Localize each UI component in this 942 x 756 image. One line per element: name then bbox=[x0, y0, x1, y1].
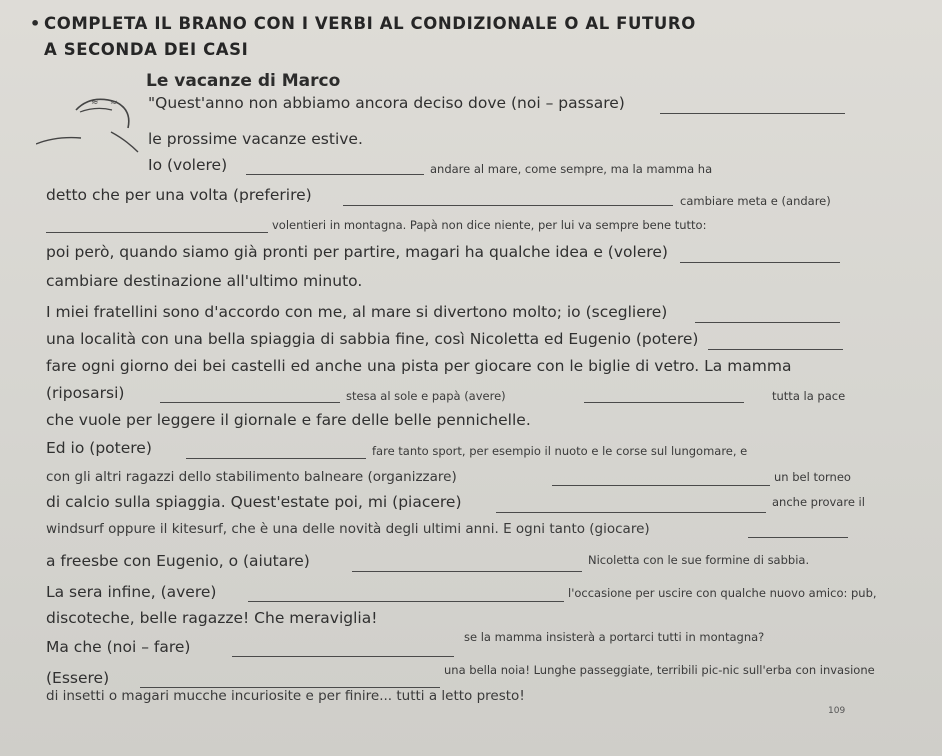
answer-blank-avere-2[interactable] bbox=[248, 601, 564, 602]
text-line: una bella noia! Lunghe passeggiate, terribili pic-nic sull'erba con invasione bbox=[444, 663, 875, 677]
text-line: un bel torneo bbox=[774, 470, 851, 484]
text-line: Ed io (potere) bbox=[46, 439, 152, 457]
text-line: volentieri in montagna. Papà non dice niente, per lui va sempre bene tutto: bbox=[272, 218, 707, 232]
text-line: detto che per una volta (preferire) bbox=[46, 186, 312, 204]
text-line: cambiare destinazione all'ultimo minuto. bbox=[46, 272, 363, 290]
svg-text:≈: ≈ bbox=[91, 98, 99, 108]
text-line: a freesbe con Eugenio, o (aiutare) bbox=[46, 552, 310, 570]
text-line: che vuole per leggere il giornale e fare delle belle pennichelle. bbox=[46, 411, 531, 429]
text-line: Io (volere) bbox=[148, 156, 228, 174]
text-line: le prossime vacanze estive. bbox=[148, 130, 363, 148]
text-line: Ma che (noi – fare) bbox=[46, 638, 191, 656]
text-line: "Quest'anno non abbiamo ancora deciso dove (noi – passare) bbox=[148, 94, 625, 112]
text-line: La sera infine, (avere) bbox=[46, 583, 217, 601]
text-line: Nicoletta con le sue formine di sabbia. bbox=[588, 553, 810, 567]
text-line: tutta la pace bbox=[772, 389, 846, 403]
answer-blank-piacere[interactable] bbox=[496, 512, 766, 513]
text-line: anche provare il bbox=[772, 495, 865, 509]
answer-blank-andare[interactable] bbox=[46, 232, 268, 233]
page-number: 109 bbox=[828, 706, 846, 716]
exercise-instruction-line-1: COMPLETA IL BRANO CON I VERBI AL CONDIZIONALE O AL FUTURO bbox=[44, 14, 696, 33]
text-line: fare tanto sport, per esempio il nuoto e le corse sul lungomare, e bbox=[372, 444, 748, 458]
text-line: andare al mare, come sempre, ma la mamma ha bbox=[430, 162, 713, 176]
answer-blank-potere[interactable] bbox=[708, 349, 843, 350]
text-line: I miei fratellini sono d'accordo con me, al mare si divertono molto; io (scegliere) bbox=[46, 303, 668, 321]
text-line: una località con una bella spiaggia di sabbia fine, così Nicoletta ed Eugenio (potere) bbox=[46, 330, 699, 348]
answer-blank-giocare[interactable] bbox=[748, 537, 848, 538]
exercise-instruction-line-2: A SECONDA DEI CASI bbox=[44, 40, 249, 59]
answer-blank-scegliere[interactable] bbox=[695, 322, 840, 323]
text-line: discoteche, belle ragazze! Che meraviglia! bbox=[46, 609, 378, 627]
text-line: con gli altri ragazzi dello stabilimento balneare (organizzare) bbox=[46, 469, 457, 485]
text-line: windsurf oppure il kitesurf, che è una delle novità degli ultimi anni. E ogni tanto (giocare) bbox=[46, 521, 650, 537]
answer-blank-riposarsi[interactable] bbox=[160, 402, 340, 403]
answer-blank-aiutare[interactable] bbox=[352, 571, 582, 572]
answer-blank-passare[interactable] bbox=[660, 113, 845, 114]
bullet: • bbox=[30, 14, 41, 33]
answer-blank-potere-2[interactable] bbox=[186, 458, 366, 459]
story-title: Le vacanze di Marco bbox=[146, 71, 341, 91]
answer-blank-preferire[interactable] bbox=[343, 205, 673, 206]
text-line: stesa al sole e papà (avere) bbox=[346, 389, 506, 403]
text-line: (Essere) bbox=[46, 669, 110, 687]
text-line: poi però, quando siamo già pronti per partire, magari ha qualche idea e (volere) bbox=[46, 243, 668, 261]
text-line: l'occasione per uscire con qualche nuovo amico: pub, bbox=[568, 586, 877, 600]
text-line: di calcio sulla spiaggia. Quest'estate poi, mi (piacere) bbox=[46, 493, 462, 511]
answer-blank-organizzare[interactable] bbox=[552, 485, 770, 486]
text-line: di insetti o magari mucche incuriosite e per finire... tutti a letto presto! bbox=[46, 688, 525, 704]
text-line: (riposarsi) bbox=[46, 384, 125, 402]
boy-sketch-icon bbox=[36, 80, 146, 175]
answer-blank-avere[interactable] bbox=[584, 402, 744, 403]
answer-blank-volere[interactable] bbox=[246, 174, 424, 175]
svg-text:≈: ≈ bbox=[110, 98, 118, 108]
text-line: cambiare meta e (andare) bbox=[680, 194, 831, 208]
text-line: se la mamma insisterà a portarci tutti in montagna? bbox=[464, 630, 765, 644]
answer-blank-volere-2[interactable] bbox=[680, 262, 840, 263]
answer-blank-fare[interactable] bbox=[232, 656, 454, 657]
text-line: fare ogni giorno dei bei castelli ed anche una pista per giocare con le biglie di vetro. La mamma bbox=[46, 357, 792, 375]
